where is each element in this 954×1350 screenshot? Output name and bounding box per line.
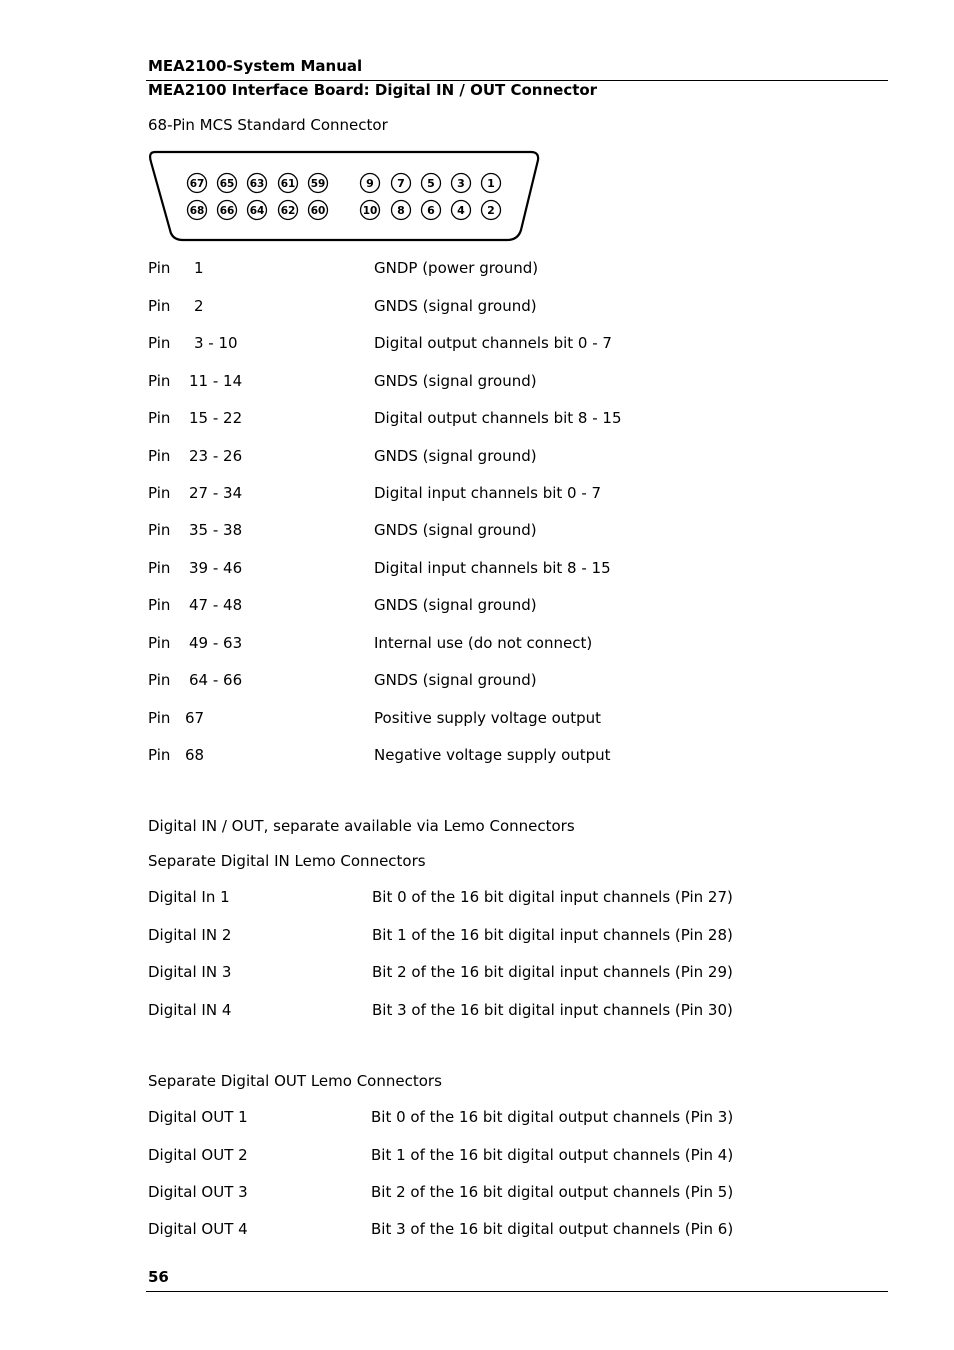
pin-range: 27 - 34: [189, 484, 243, 502]
pin-range: 47 - 48: [189, 596, 243, 614]
pin-label: Pin: [148, 709, 171, 727]
lemo-connector-name: Digital IN 3: [148, 963, 232, 981]
pin-number: 10: [362, 205, 378, 217]
pin-label: Pin: [148, 559, 171, 577]
pin-number: 6: [427, 204, 435, 217]
pin-description: Digital input channels bit 8 - 15: [374, 559, 611, 577]
pin-range: 49 - 63: [189, 634, 243, 652]
pin-description: Positive supply voltage output: [374, 709, 602, 727]
pin-range: 67: [185, 709, 205, 727]
lemo-connector-description: Bit 3 of the 16 bit digital input channels (Pin 30): [372, 1001, 733, 1019]
connector-bottom-row: [188, 201, 501, 220]
pin-range: 23 - 26: [189, 447, 243, 465]
connector-top-row: [188, 174, 501, 193]
lemo-connector-description: Bit 3 of the 16 bit digital output channels (Pin 6): [371, 1220, 734, 1238]
pin-number: 1: [487, 177, 495, 190]
pin-range: 1: [194, 259, 204, 277]
pin-number: 4: [457, 204, 465, 217]
pin-range: 15 - 22: [189, 409, 243, 427]
pin-label: Pin: [148, 671, 171, 689]
pin-description: GNDS (signal ground): [374, 521, 537, 539]
pin-description: GNDS (signal ground): [374, 596, 537, 614]
pin-number: 63: [249, 178, 265, 190]
pin-number: 68: [189, 205, 205, 217]
lemo-connector-description: Bit 1 of the 16 bit digital output channels (Pin 4): [371, 1146, 734, 1164]
pin-description: GNDS (signal ground): [374, 671, 537, 689]
footer-rule: [146, 1291, 888, 1292]
pin-range: 64 - 66: [189, 671, 243, 689]
pin-description: Digital output channels bit 0 - 7: [374, 334, 612, 352]
pin-range: 68: [185, 746, 205, 764]
connector-outline: [150, 152, 538, 240]
pin-label: Pin: [148, 746, 171, 764]
pin-description: GNDS (signal ground): [374, 297, 537, 315]
connector-diagram: [145, 148, 545, 244]
pin-number: 3: [457, 177, 465, 190]
pin-number: 59: [310, 178, 326, 190]
pin-description: Negative voltage supply output: [374, 746, 611, 764]
pin-number: 67: [189, 178, 205, 190]
pin-label: Pin: [148, 447, 171, 465]
lemo-connector-name: Digital OUT 3: [148, 1183, 248, 1201]
pin-label: Pin: [148, 409, 171, 427]
pin-label: Pin: [148, 484, 171, 502]
pin-description: GNDP (power ground): [374, 259, 539, 277]
pin-label: Pin: [148, 372, 171, 390]
pin-number: 7: [397, 177, 405, 190]
manual-title: MEA2100-System Manual: [148, 57, 363, 75]
pin-range: 39 - 46: [189, 559, 243, 577]
pin-label: Pin: [148, 596, 171, 614]
lemo-connector-description: Bit 1 of the 16 bit digital input channels (Pin 28): [372, 926, 733, 944]
pin-description: Internal use (do not connect): [374, 634, 593, 652]
pin-label: Pin: [148, 634, 171, 652]
pin-number: 64: [249, 205, 265, 217]
lemo-connector-name: Digital IN 2: [148, 926, 232, 944]
section-title: MEA2100 Interface Board: Digital IN / OUT Connector: [148, 81, 598, 99]
pin-label: Pin: [148, 297, 171, 315]
pin-range: 2: [194, 297, 204, 315]
pin-number: 2: [487, 204, 495, 217]
pin-number: 9: [366, 177, 374, 190]
pin-number: 5: [427, 177, 435, 190]
page-number: 56: [148, 1268, 169, 1286]
lemo-connector-name: Digital OUT 4: [148, 1220, 248, 1238]
pin-range: 35 - 38: [189, 521, 243, 539]
lemo-connector-name: Digital OUT 2: [148, 1146, 248, 1164]
pin-label: Pin: [148, 259, 171, 277]
connector-caption: 68-Pin MCS Standard Connector: [148, 116, 388, 134]
pin-number: 62: [280, 205, 296, 217]
lemo-connector-name: Digital In 1: [148, 888, 230, 906]
pin-range: 11 - 14: [189, 372, 243, 390]
pin-description: GNDS (signal ground): [374, 372, 537, 390]
lemo-connector-name: Digital IN 4: [148, 1001, 232, 1019]
lemo-intro: Digital IN / OUT, separate available via Lemo Connectors: [148, 817, 575, 835]
pin-number: 66: [219, 205, 235, 217]
pin-number: 8: [397, 204, 405, 217]
pin-number: 65: [219, 178, 235, 190]
lemo-out-heading: Separate Digital OUT Lemo Connectors: [148, 1072, 442, 1090]
pin-number: 61: [280, 178, 296, 190]
lemo-connector-name: Digital OUT 1: [148, 1108, 248, 1126]
lemo-connector-description: Bit 0 of the 16 bit digital output channels (Pin 3): [371, 1108, 734, 1126]
lemo-connector-description: Bit 2 of the 16 bit digital output channels (Pin 5): [371, 1183, 734, 1201]
lemo-in-heading: Separate Digital IN Lemo Connectors: [148, 852, 426, 870]
pin-label: Pin: [148, 521, 171, 539]
pin-description: Digital input channels bit 0 - 7: [374, 484, 602, 502]
lemo-connector-description: Bit 0 of the 16 bit digital input channels (Pin 27): [372, 888, 733, 906]
pin-description: Digital output channels bit 8 - 15: [374, 409, 622, 427]
lemo-connector-description: Bit 2 of the 16 bit digital input channels (Pin 29): [372, 963, 733, 981]
pin-range: 3 - 10: [194, 334, 238, 352]
pin-label: Pin: [148, 334, 171, 352]
pin-description: GNDS (signal ground): [374, 447, 537, 465]
pin-number: 60: [310, 205, 326, 217]
